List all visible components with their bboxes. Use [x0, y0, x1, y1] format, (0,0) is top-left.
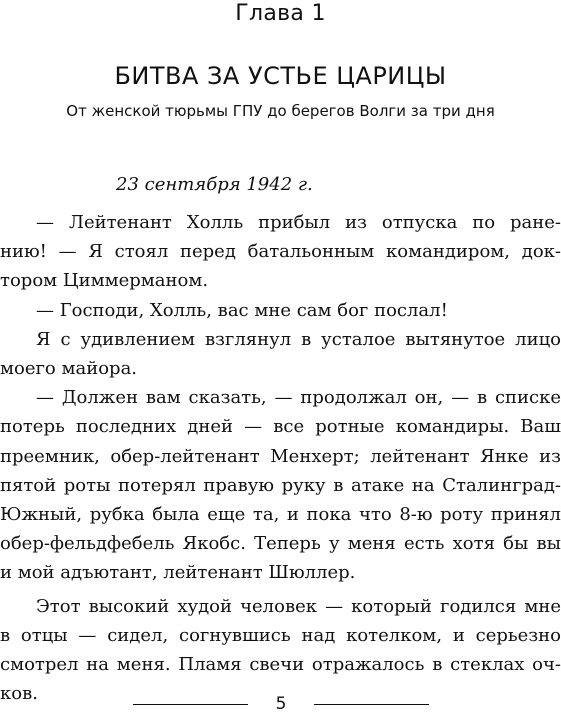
- text-line: обер-фельдфебель Якобс. Теперь у меня есть хотя бы вы: [0, 533, 561, 555]
- text-line: — Господи, Холль, вас мне сам бог послал!: [36, 299, 448, 321]
- page-footer: [0, 693, 561, 715]
- footer-rule-right: [314, 704, 429, 705]
- text-line: — Лейтенант Холль прибыл из отпуска по ране-: [36, 212, 561, 233]
- text-line: потерь последних дней — все ротные командиры. Ваш: [0, 416, 561, 438]
- text-line: моего майора.: [0, 358, 138, 380]
- text-line: Я с удивлением взглянул в усталое вытянутое лицо: [36, 328, 561, 350]
- chapter-subtitle: От женской тюрьмы ГПУ до берегов Волги за три дня: [66, 102, 495, 120]
- text-body: [0, 170, 561, 708]
- paragraph: [0, 592, 561, 709]
- paragraph: [0, 325, 561, 383]
- date-line: 23 сентября 1942 г.: [116, 174, 313, 195]
- paragraph: [0, 208, 561, 296]
- chapter-title: БИТВА ЗА УСТЬЕ ЦАРИЦЫ: [114, 62, 447, 90]
- text-line: пятой роты потерял правую руку в атаке на Сталинград-: [0, 474, 561, 496]
- text-line: и мой адъютант, лейтенант Шюллер.: [0, 562, 356, 584]
- paragraph: [0, 383, 561, 587]
- text-line: нию! — Я стоял перед батальонным командиром, док-: [0, 241, 561, 263]
- text-line: преемник, обер-лейтенант Менхерт; лейтенант Янке из: [0, 445, 561, 467]
- text-line: тором Циммерманом.: [0, 270, 209, 292]
- text-line: ков.: [0, 683, 38, 705]
- chapter-label: Глава 1: [235, 1, 326, 26]
- page-number: 5: [275, 694, 287, 714]
- text-line: Этот высокий худой человек — который годился мне: [36, 595, 561, 617]
- text-line: в отцы — сидел, согнувшись над котелком, и серьезно: [0, 624, 561, 646]
- text-line: смотрел на меня. Пламя свечи отражалось в стеклах оч-: [0, 654, 561, 676]
- paragraph: [0, 296, 561, 325]
- text-line: Южный, рубка была еще та, и пока что 8-ю роту принял: [0, 504, 561, 526]
- footer-rule-left: [133, 704, 248, 705]
- text-line: — Должен вам сказать, — продолжал он, — в списке: [36, 387, 561, 409]
